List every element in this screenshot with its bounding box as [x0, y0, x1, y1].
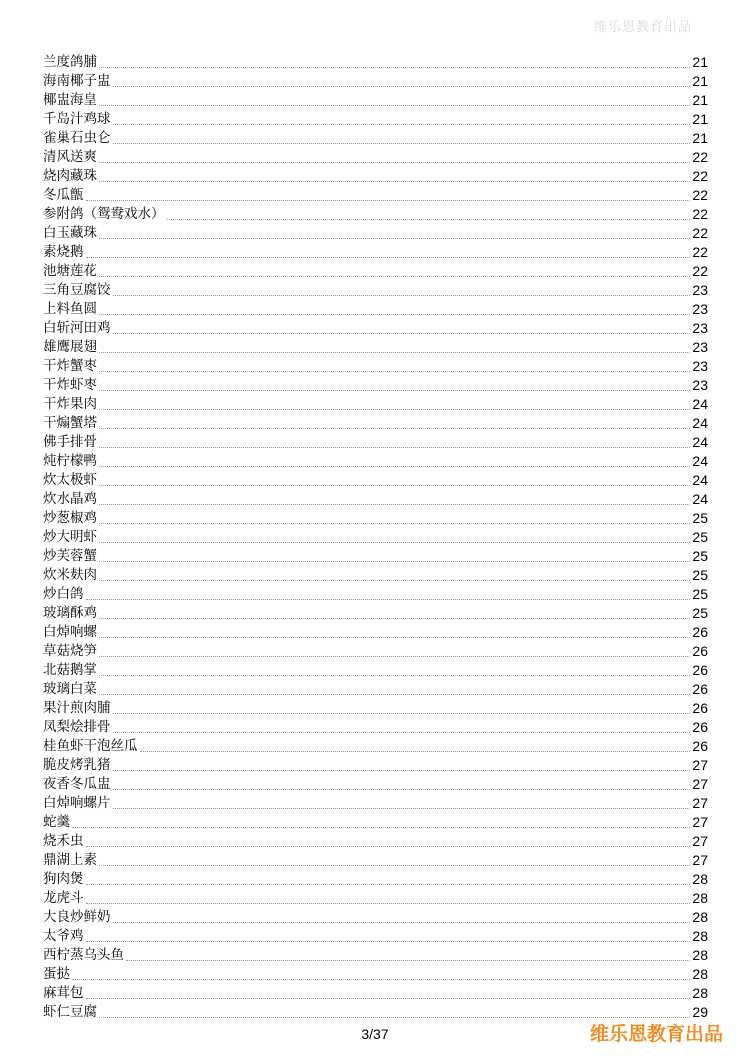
- toc-entry[interactable]: [43, 775, 708, 794]
- toc-leader-dots: [86, 903, 691, 904]
- toc-entry[interactable]: [43, 946, 708, 965]
- toc-entry-page: 26: [692, 719, 708, 735]
- toc-entry-page: 26: [692, 738, 708, 754]
- toc-entry[interactable]: [43, 262, 708, 281]
- toc-entry-title: 玻璃白菜: [43, 681, 97, 697]
- toc-leader-dots: [99, 314, 690, 315]
- toc-entry[interactable]: [43, 129, 708, 148]
- toc-leader-dots: [99, 105, 690, 106]
- toc-leader-dots: [99, 276, 690, 277]
- toc-entry[interactable]: [43, 927, 708, 946]
- toc-entry-title: 炒芙蓉蟹: [43, 548, 97, 564]
- toc-entry-page: 22: [692, 149, 708, 165]
- toc-entry[interactable]: [43, 357, 708, 376]
- toc-entry-page: 28: [692, 890, 708, 906]
- toc-entry[interactable]: [43, 319, 708, 338]
- toc-entry-title: 炊太极虾: [43, 472, 97, 488]
- toc-entry[interactable]: [43, 889, 708, 908]
- toc-entry-title: 烧肉藏珠: [43, 168, 97, 184]
- toc-entry-page: 27: [692, 852, 708, 868]
- toc-leader-dots: [113, 808, 691, 809]
- footer-brand-logo: 维乐恩教育出品: [590, 1023, 724, 1045]
- toc-entry-title: 大良炒鲜奶: [43, 909, 111, 925]
- toc-entry-title: 麻茸包: [43, 985, 84, 1001]
- toc-leader-dots: [99, 561, 690, 562]
- toc-leader-dots: [113, 713, 691, 714]
- toc-entry[interactable]: [43, 395, 708, 414]
- toc-entry[interactable]: [43, 528, 708, 547]
- toc-entry[interactable]: [43, 72, 708, 91]
- toc-entry-title: 脆皮烤乳猪: [43, 757, 111, 773]
- toc-entry-page: 29: [692, 1004, 708, 1020]
- toc-entry-title: 草菇烧笋: [43, 643, 97, 659]
- toc-entry-title: 白焯响螺片: [43, 795, 111, 811]
- toc-entry[interactable]: [43, 699, 708, 718]
- toc-entry[interactable]: [43, 547, 708, 566]
- toc-entry-title: 龙虎斗: [43, 890, 84, 906]
- header-watermark: 维乐恩教育出品: [594, 20, 693, 35]
- toc-entry-title: 太爷鸡: [43, 928, 84, 944]
- toc-entry[interactable]: [43, 566, 708, 585]
- toc-leader-dots: [99, 181, 690, 182]
- toc-entry-page: 25: [692, 605, 708, 621]
- toc-entry-title: 北菇鹅掌: [43, 662, 97, 678]
- toc-entry-page: 28: [692, 985, 708, 1001]
- toc-entry[interactable]: [43, 91, 708, 110]
- toc-entry-page: 22: [692, 187, 708, 203]
- toc-leader-dots: [86, 941, 691, 942]
- toc-entry-page: 26: [692, 681, 708, 697]
- toc-leader-dots: [99, 523, 690, 524]
- toc-leader-dots: [113, 86, 691, 87]
- toc-entry-title: 桂鱼虾干泡丝瓜: [43, 738, 138, 754]
- toc-entry-title: 炒葱椒鸡: [43, 510, 97, 526]
- toc-entry-title: 上料鱼圆: [43, 301, 97, 317]
- toc-leader-dots: [99, 1017, 690, 1018]
- toc-leader-dots: [99, 580, 690, 581]
- toc-entry-page: 22: [692, 168, 708, 184]
- toc-leader-dots: [167, 219, 691, 220]
- toc-leader-dots: [113, 770, 691, 771]
- toc-entry-page: 28: [692, 871, 708, 887]
- toc-entry-title: 炒大明虾: [43, 529, 97, 545]
- toc-entry[interactable]: [43, 813, 708, 832]
- toc-entry[interactable]: [43, 851, 708, 870]
- toc-leader-dots: [99, 352, 690, 353]
- toc-entry[interactable]: [43, 965, 708, 984]
- toc-entry[interactable]: [43, 832, 708, 851]
- toc-entry-page: 23: [692, 377, 708, 393]
- toc-entry[interactable]: [43, 338, 708, 357]
- toc-entry-page: 22: [692, 225, 708, 241]
- toc-entry-page: 22: [692, 206, 708, 222]
- toc-entry-page: 23: [692, 301, 708, 317]
- toc-leader-dots: [86, 200, 691, 201]
- toc-entry-page: 25: [692, 586, 708, 602]
- toc-entry[interactable]: [43, 756, 708, 775]
- toc-entry-title: 白焯响螺: [43, 624, 97, 640]
- toc-leader-dots: [99, 485, 690, 486]
- toc-leader-dots: [86, 257, 691, 258]
- toc-entry-title: 干炸虾枣: [43, 377, 97, 393]
- toc-entry-page: 23: [692, 282, 708, 298]
- toc-entry-title: 炊米麸肉: [43, 567, 97, 583]
- toc-entry-page: 24: [692, 453, 708, 469]
- toc-entry-page: 25: [692, 548, 708, 564]
- toc-entry-title: 鼎湖上素: [43, 852, 97, 868]
- toc-entry-page: 21: [692, 54, 708, 70]
- toc-entry[interactable]: [43, 433, 708, 452]
- toc-entry-title: 虾仁豆腐: [43, 1004, 97, 1020]
- toc-entry-page: 27: [692, 776, 708, 792]
- toc-entry-page: 23: [692, 358, 708, 374]
- toc-leader-dots: [113, 124, 691, 125]
- toc-entry-page: 25: [692, 567, 708, 583]
- toc-entry-title: 炊水晶鸡: [43, 491, 97, 507]
- toc-entry-title: 凤梨烩排骨: [43, 719, 111, 735]
- toc-entry-page: 28: [692, 909, 708, 925]
- toc-entry[interactable]: [43, 984, 708, 1003]
- toc-entry-page: 26: [692, 643, 708, 659]
- toc-entry-title: 干炸果肉: [43, 396, 97, 412]
- toc-entry-title: 蛋挞: [43, 966, 70, 982]
- toc-entry[interactable]: [43, 224, 708, 243]
- toc-leader-dots: [99, 618, 690, 619]
- toc-leader-dots: [113, 789, 691, 790]
- toc-entry[interactable]: [43, 623, 708, 642]
- toc-leader-dots: [86, 599, 691, 600]
- toc-entry-title: 白斩河田鸡: [43, 320, 111, 336]
- toc-leader-dots: [113, 922, 691, 923]
- toc-entry[interactable]: [43, 186, 708, 205]
- toc-entry-title: 干煽蟹塔: [43, 415, 97, 431]
- toc-entry-page: 24: [692, 415, 708, 431]
- toc-entry[interactable]: [43, 53, 708, 72]
- toc-entry-title: 雀巢石虫仑: [43, 130, 111, 146]
- toc-entry-title: 干炸蟹枣: [43, 358, 97, 374]
- toc-leader-dots: [113, 143, 691, 144]
- toc-leader-dots: [99, 428, 690, 429]
- toc-entry[interactable]: [43, 661, 708, 680]
- toc-leader-dots: [72, 979, 690, 980]
- toc-leader-dots: [113, 333, 691, 334]
- toc-entry-title: 兰度鸽脯: [43, 54, 97, 70]
- toc-entry-page: 21: [692, 92, 708, 108]
- toc-entry-page: 27: [692, 795, 708, 811]
- toc-entry-title: 西柠蒸乌头鱼: [43, 947, 124, 963]
- toc-entry[interactable]: [43, 642, 708, 661]
- toc-entry-title: 清风送爽: [43, 149, 97, 165]
- toc-entry[interactable]: [43, 205, 708, 224]
- toc-leader-dots: [99, 694, 690, 695]
- toc-entry[interactable]: [43, 281, 708, 300]
- toc-entry-page: 21: [692, 73, 708, 89]
- toc-leader-dots: [99, 504, 690, 505]
- toc-entry-page: 24: [692, 396, 708, 412]
- toc-leader-dots: [140, 751, 691, 752]
- toc-entry-page: 24: [692, 491, 708, 507]
- toc-leader-dots: [72, 827, 690, 828]
- toc-entry-title: 果汁煎肉脯: [43, 700, 111, 716]
- toc-entry[interactable]: [43, 737, 708, 756]
- toc-entry[interactable]: [43, 148, 708, 167]
- toc-entry-title: 海南椰子盅: [43, 73, 111, 89]
- toc-entry[interactable]: [43, 110, 708, 129]
- toc-leader-dots: [99, 656, 690, 657]
- toc-entry-title: 玻璃酥鸡: [43, 605, 97, 621]
- toc-entry-title: 冬瓜甑: [43, 187, 84, 203]
- toc-entry-title: 三角豆腐饺: [43, 282, 111, 298]
- toc-entry-title: 雄鹰展翅: [43, 339, 97, 355]
- toc-entry-page: 27: [692, 833, 708, 849]
- toc-entry[interactable]: [43, 509, 708, 528]
- toc-leader-dots: [99, 542, 690, 543]
- toc-entry[interactable]: [43, 870, 708, 889]
- toc-leader-dots: [86, 846, 691, 847]
- toc-entry[interactable]: [43, 490, 708, 509]
- toc-entry-page: 21: [692, 130, 708, 146]
- toc-leader-dots: [99, 637, 690, 638]
- toc-entry-page: 28: [692, 966, 708, 982]
- toc-entry-page: 22: [692, 244, 708, 260]
- toc-entry[interactable]: [43, 376, 708, 395]
- toc-entry-title: 参附鸽（鸳鸯戏水）: [43, 206, 165, 222]
- toc-entry-page: 23: [692, 339, 708, 355]
- toc-leader-dots: [99, 371, 690, 372]
- toc-entry[interactable]: [43, 167, 708, 186]
- toc-entry-page: 24: [692, 434, 708, 450]
- toc-leader-dots: [86, 998, 691, 999]
- toc-leader-dots: [126, 960, 690, 961]
- toc-entry[interactable]: [43, 243, 708, 262]
- toc-entry-title: 炖柠檬鸭: [43, 453, 97, 469]
- toc-entry-title: 池塘莲花: [43, 263, 97, 279]
- toc-leader-dots: [99, 675, 690, 676]
- toc-entry-title: 千岛汁鸡球: [43, 111, 111, 127]
- toc-entry-title: 炒白鸽: [43, 586, 84, 602]
- toc-entry-page: 28: [692, 928, 708, 944]
- toc-entry-page: 27: [692, 814, 708, 830]
- toc-entry[interactable]: [43, 908, 708, 927]
- toc-entry-page: 26: [692, 624, 708, 640]
- toc-entry-title: 蛇羹: [43, 814, 70, 830]
- toc-entry-title: 狗肉煲: [43, 871, 84, 887]
- toc-entry-page: 26: [692, 662, 708, 678]
- table-of-contents: [43, 53, 708, 1022]
- toc-entry[interactable]: [43, 300, 708, 319]
- toc-entry-title: 素烧鹅: [43, 244, 84, 260]
- toc-leader-dots: [113, 732, 691, 733]
- toc-entry-page: 28: [692, 947, 708, 963]
- toc-entry[interactable]: [43, 680, 708, 699]
- toc-leader-dots: [99, 238, 690, 239]
- toc-entry-page: 25: [692, 529, 708, 545]
- toc-entry[interactable]: [43, 794, 708, 813]
- page-number: 3/37: [361, 1026, 389, 1042]
- toc-entry[interactable]: [43, 452, 708, 471]
- toc-entry-page: 27: [692, 757, 708, 773]
- toc-leader-dots: [99, 409, 690, 410]
- toc-entry-page: 23: [692, 320, 708, 336]
- toc-entry[interactable]: [43, 718, 708, 737]
- toc-entry-page: 21: [692, 111, 708, 127]
- toc-leader-dots: [99, 447, 690, 448]
- toc-leader-dots: [99, 865, 690, 866]
- toc-leader-dots: [99, 162, 690, 163]
- toc-entry[interactable]: [43, 585, 708, 604]
- toc-entry[interactable]: [43, 414, 708, 433]
- toc-leader-dots: [99, 466, 690, 467]
- toc-entry-title: 烧禾虫: [43, 833, 84, 849]
- toc-entry-title: 夜香冬瓜盅: [43, 776, 111, 792]
- toc-entry-title: 佛手排骨: [43, 434, 97, 450]
- toc-leader-dots: [99, 390, 690, 391]
- toc-entry-page: 25: [692, 510, 708, 526]
- toc-entry[interactable]: [43, 471, 708, 490]
- toc-entry-title: 白玉藏珠: [43, 225, 97, 241]
- toc-entry-page: 26: [692, 700, 708, 716]
- toc-entry[interactable]: [43, 604, 708, 623]
- toc-leader-dots: [86, 884, 691, 885]
- toc-leader-dots: [113, 295, 691, 296]
- toc-entry-title: 椰盅海皇: [43, 92, 97, 108]
- toc-leader-dots: [99, 67, 690, 68]
- toc-entry-page: 22: [692, 263, 708, 279]
- toc-entry-page: 24: [692, 472, 708, 488]
